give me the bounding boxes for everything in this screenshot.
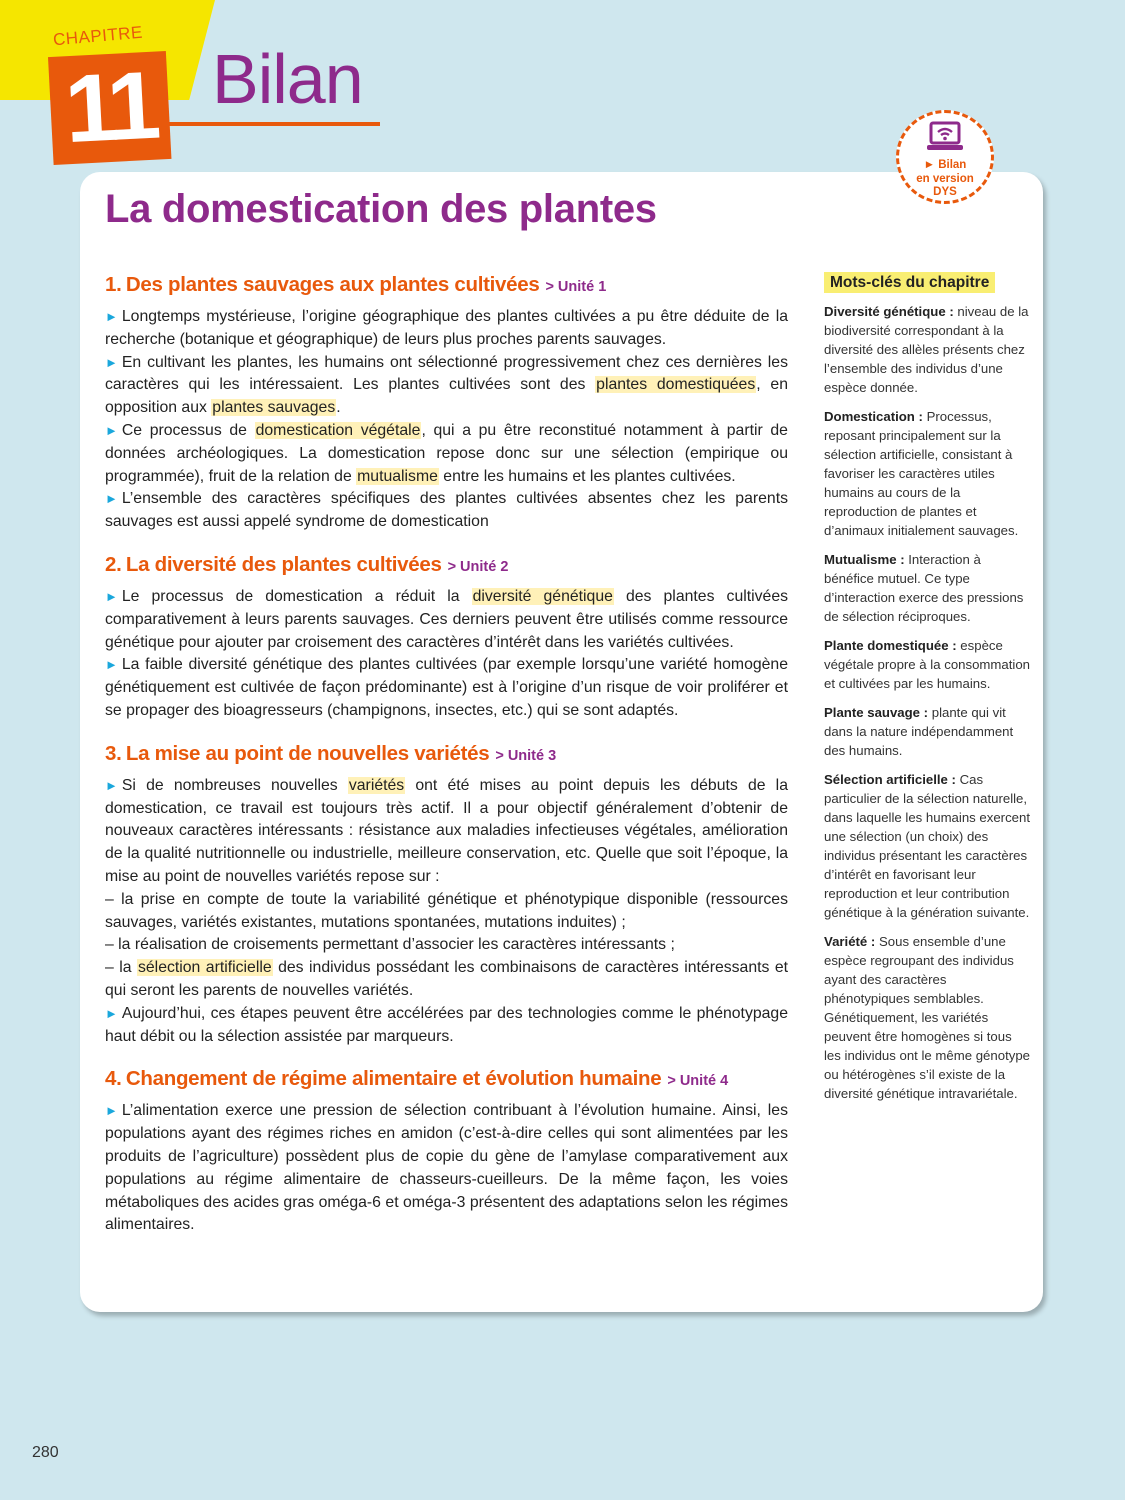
- unit-link[interactable]: > Unité 4: [667, 1073, 729, 1090]
- keyword-entry: [824, 407, 1030, 540]
- section-number: 2.: [105, 552, 122, 576]
- text-run: En cultivant les plantes, les humains ont sélectionné progressivement chez ces dernières les caractères qui les intéressaient. Les plantes cultivées sont des: [105, 353, 788, 394]
- chapter-label: CHAPITRE: [52, 22, 144, 50]
- unit-link[interactable]: > Unité 2: [447, 558, 509, 575]
- keyword-definition: espèce végétale propre à la consommation et cultivées par les humains.: [824, 638, 1030, 691]
- section-title: [105, 1066, 788, 1094]
- bullet-arrow-icon: ►: [105, 657, 118, 673]
- text-run: L’alimentation exerce une pression de sélection contribuant à l’évolution humaine. Ainsi, les populations ayant des régimes riches en amidon (c’est-à-dire celles qui sont alimentées par les produits de l’agriculture) possèdent plus de copie du gène de l’amylase comparativement aux populations au régime alimentaire de chasseurs-cueilleurs. De la même façon, les voies métaboliques des acides gras oméga-6 et oméga-3 présentent des adaptations selon les régimes alimentaires.: [105, 1102, 788, 1234]
- section-heading: La diversité des plantes cultivées: [125, 552, 442, 576]
- laptop-wifi-icon: [899, 121, 991, 158]
- section-number: 4.: [105, 1067, 122, 1091]
- bullet-arrow-icon: ►: [105, 422, 118, 438]
- text-run: Si de nombreuses nouvelles: [121, 776, 348, 794]
- text-run: .: [336, 399, 341, 417]
- section-title: [105, 272, 788, 300]
- text-run: entre les humains et les plantes cultivées.: [438, 467, 736, 485]
- keyword-highlight: mutualisme: [357, 467, 438, 485]
- keyword-term: Variété :: [824, 934, 876, 949]
- text-run: Longtemps mystérieuse, l’origine géographique des plantes cultivées a pu être déduite de la recherche (botanique et géographique) de leurs plus proches parents sauvages.: [105, 308, 788, 348]
- chapter-number: 11: [62, 51, 158, 164]
- keyword-definition: Processus, reposant principalement sur la sélection artificielle, consistant à favoriser les caractères utiles humains au cours de la reproduction de plantes et d’animaux initialement sauvages.: [824, 409, 1019, 538]
- text-run: , qui a pu être reconstitué notamment à partir de données archéologiques. La domestication repose donc sur une sélection (empirique ou programmée), fruit de la relation de: [105, 421, 788, 485]
- text-run: – la prise en compte de toute la variabilité génétique et phénotypique disponible (ressources sauvages, variétés existantes, mutations spontanées, mutations induites) ;: [105, 890, 788, 931]
- text-run: La faible diversité génétique des plantes cultivées (par exemple lorsqu’une variété homogène génétiquement est cultivée de façon prédominante) est à l’origine d’un risque de voir proliférer et se propager des bioagresseurs (champignons, insectes, etc.) qui se sont adaptés.: [105, 656, 788, 719]
- paragraph: [105, 420, 788, 488]
- section-heading: Des plantes sauvages aux plantes cultivées: [125, 273, 540, 296]
- section-title: [105, 552, 788, 580]
- keyword-definition: niveau de la biodiversité correspondant à la diversité des allèles présents chez l’ensemble des individus d’une espèce donnée.: [824, 304, 1029, 395]
- paragraph: [105, 654, 788, 722]
- keyword-highlight: plantes domestiquées: [596, 376, 756, 394]
- keywords-sidebar: [824, 272, 1030, 1113]
- keywords-title: Mots-clés du chapitre: [824, 272, 995, 293]
- section-3: [105, 741, 788, 1049]
- paragraph: [105, 306, 788, 352]
- keyword-highlight: domestication végétale: [255, 421, 421, 439]
- keyword-term: Sélection artificielle :: [824, 772, 956, 787]
- keywords-list: [824, 302, 1030, 1103]
- bullet-arrow-icon: ►: [105, 588, 118, 604]
- paragraph: [105, 488, 788, 534]
- text-run: des plantes cultivées comparativement à leurs parents sauvages. Ces derniers peuvent être utilisés comme ressource génétique pour ajouter par croisement des caractères d’intérêt dans les variétés cultivées.: [105, 587, 788, 651]
- unit-link[interactable]: > Unité 1: [545, 279, 607, 295]
- text-run: – la: [105, 959, 137, 977]
- paragraph: [105, 1100, 788, 1237]
- keyword-entry: [824, 550, 1030, 626]
- bullet-arrow-icon: ►: [105, 777, 118, 793]
- keyword-entry: [824, 636, 1030, 693]
- section-4: [105, 1066, 788, 1237]
- keyword-term: Plante domestiquée :: [824, 638, 957, 653]
- section-title: [105, 741, 788, 769]
- keyword-term: Plante sauvage :: [824, 705, 929, 720]
- keyword-entry: [824, 302, 1030, 397]
- bullet-arrow-icon: ►: [105, 491, 118, 507]
- paragraph: [105, 352, 788, 420]
- heading-underline: [168, 122, 380, 126]
- keyword-definition: Interaction à bénéfice mutuel. Ce type d’interaction exerce des pressions de sélection réciproques.: [824, 552, 1024, 624]
- chapter-heading: Bilan: [212, 40, 363, 118]
- text-run: L’ensemble des caractères spécifiques des plantes cultivées absentes chez les parents sauvages est aussi appelé syndrome de domestication: [105, 490, 788, 531]
- dys-line-3: DYS: [933, 186, 957, 198]
- dys-line-2: en version: [916, 172, 974, 185]
- keyword-term: Domestication :: [824, 409, 923, 424]
- keyword-definition: plante qui vit dans la nature indépendamment des humains.: [824, 705, 1014, 758]
- page-number: 280: [32, 1444, 59, 1461]
- text-run: Aujourd’hui, ces étapes peuvent être accélérées par des technologies comme le phénotypage haut débit ou la sélection assistée par marqueurs.: [105, 1004, 788, 1045]
- section-number: 3.: [105, 741, 122, 765]
- paragraph: [105, 934, 788, 957]
- keyword-highlight: variétés: [348, 776, 405, 794]
- text-run: , en opposition aux: [105, 376, 788, 417]
- unit-link[interactable]: > Unité 3: [495, 747, 557, 764]
- keyword-definition: Sous ensemble d’une espèce regroupant des individus ayant des caractères phénotypiques semblables. Génétiquement, les variétés peuvent être homogènes si tous les individus ont le même génotype ou hétérogènes s’il existe de la diversité génétique intravariétale.: [824, 934, 1030, 1101]
- keyword-entry: [824, 932, 1030, 1103]
- text-run: Ce processus de: [121, 421, 255, 439]
- paragraph: [105, 775, 788, 889]
- paragraph: [105, 1003, 788, 1049]
- section-2: [105, 552, 788, 723]
- bullet-arrow-icon: ►: [105, 1103, 118, 1119]
- chapter-number-box: [48, 51, 171, 165]
- paragraph: [105, 586, 788, 654]
- bullet-arrow-icon: ►: [105, 309, 118, 324]
- section-number: 1.: [105, 273, 122, 296]
- keyword-definition: Cas particulier de la sélection naturelle, dans laquelle les humains exercent une sélection (un choix) des individus présentant les caractères d’intérêt en favorisant leur reproduction et leur contribution génétique à la génération suivante.: [824, 772, 1030, 920]
- keyword-term: Mutualisme :: [824, 552, 905, 567]
- dys-line-1: ► Bilan: [923, 159, 967, 171]
- main-column: [105, 272, 788, 1255]
- bullet-arrow-icon: ►: [105, 1005, 118, 1021]
- keyword-highlight: plantes sauvages: [212, 399, 336, 417]
- text-run: – la réalisation de croisements permettant d’associer les caractères intéressants ;: [105, 936, 675, 954]
- section-heading: Changement de régime alimentaire et évolution humaine: [125, 1067, 662, 1091]
- dys-version-link[interactable]: [896, 110, 994, 204]
- keyword-entry: [824, 703, 1030, 760]
- text-run: des individus possédant les combinaisons de caractères intéressants et qui seront les parents de nouvelles variétés.: [105, 959, 789, 999]
- text-run: Le processus de domestication a réduit la: [121, 587, 472, 605]
- chapter-badge: [47, 23, 172, 165]
- bullet-arrow-icon: ►: [105, 354, 118, 370]
- paragraph: [105, 889, 788, 935]
- paragraph: [105, 957, 788, 1003]
- page-title: La domestication des plantes: [105, 187, 657, 231]
- section-1: [105, 272, 788, 534]
- keyword-highlight: sélection artificielle: [138, 959, 272, 977]
- text-run: ont été mises au point depuis les débuts de la domestication, ce travail est toujours très actif. Il a pour objectif généralement d’obtenir de nouveaux caractères intéressants : résistance aux maladies infectieuses végétales, amélioration de la qualité nutritionnelle ou industrielle, meilleure conservation, etc. Quelle que soit l’époque, la mise au point de nouvelles variétés repose sur :: [105, 776, 788, 885]
- keyword-highlight: diversité génétique: [472, 587, 613, 605]
- keyword-term: Diversité génétique :: [824, 304, 954, 319]
- keyword-entry: [824, 770, 1030, 922]
- dys-label: [899, 159, 991, 200]
- section-heading: La mise au point de nouvelles variétés: [125, 741, 490, 765]
